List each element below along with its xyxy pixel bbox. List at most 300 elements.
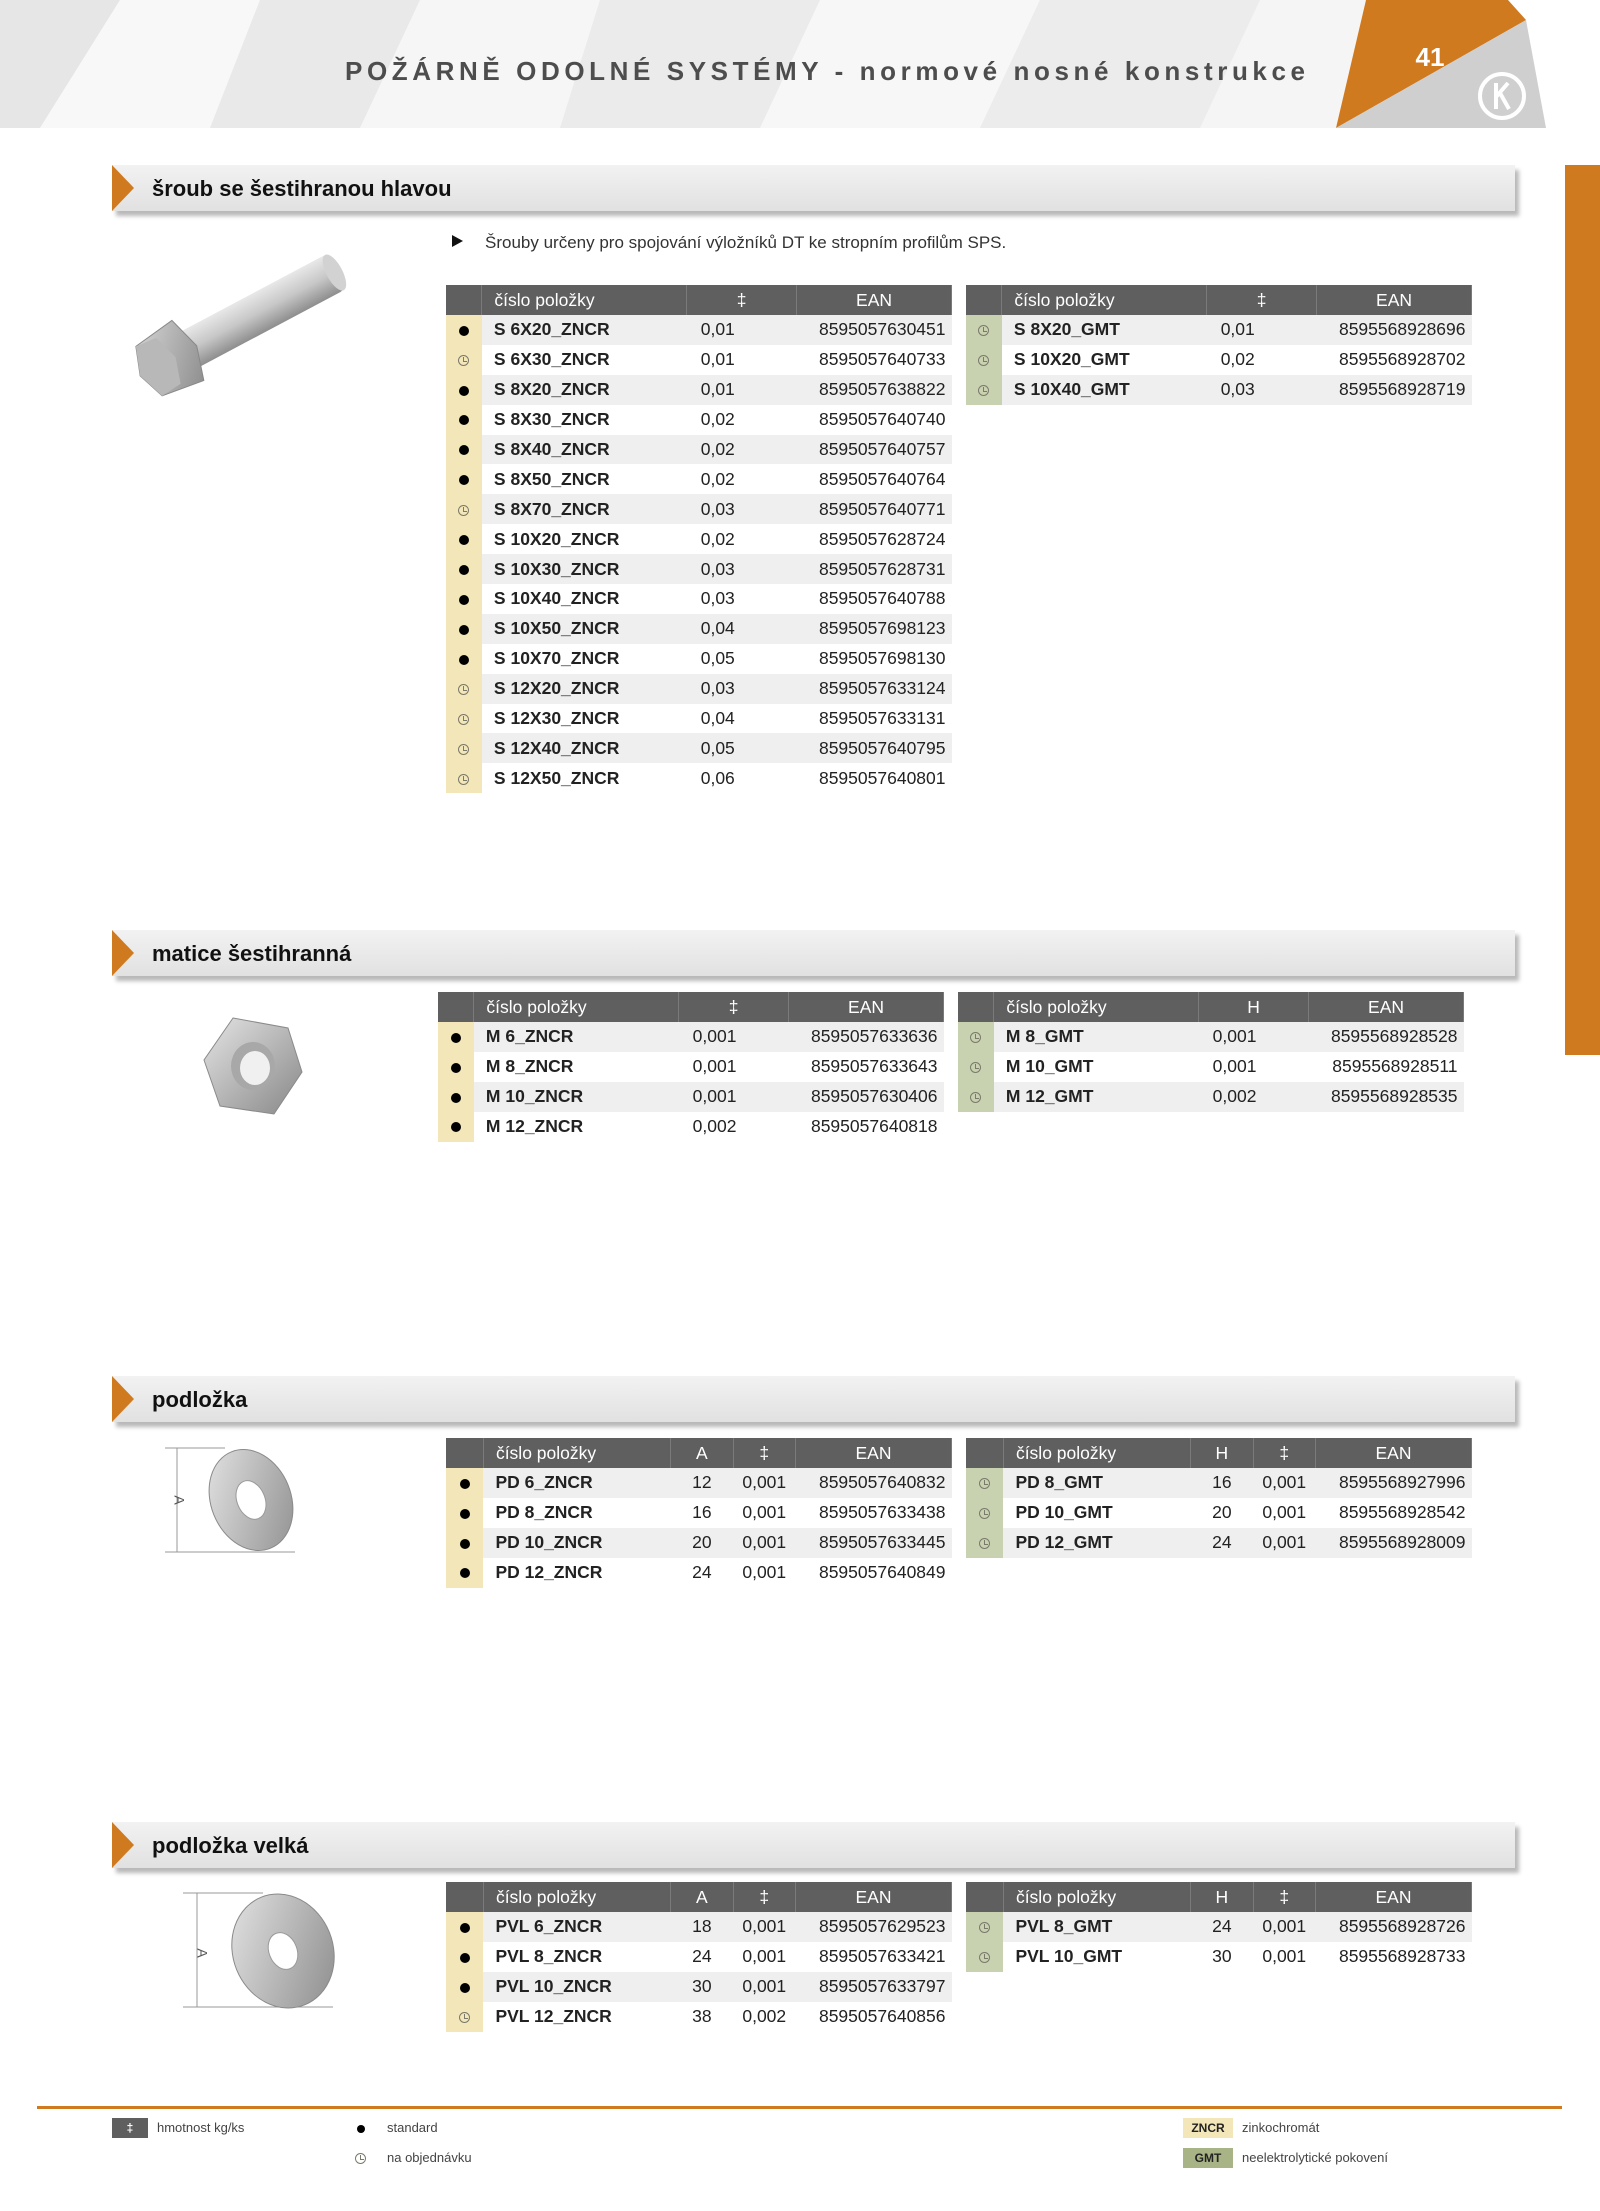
standard-dot-icon	[460, 1479, 470, 1489]
weight-value: 0,001	[742, 1562, 787, 1583]
weight-value: 0,001	[1262, 1946, 1307, 1967]
order-clock-icon	[979, 1508, 990, 1519]
table-row	[446, 733, 952, 763]
section-title: šroub se šestihranou hlavou	[152, 176, 452, 201]
ean-value: 8595057640788	[818, 588, 946, 609]
table-header-row	[446, 1438, 952, 1468]
weight-value: 0,02	[1220, 349, 1255, 370]
column-header: ‡	[733, 1438, 795, 1468]
table-podlozka-gmt	[966, 1438, 1472, 1558]
item-code: PD 10_ZNCR	[483, 1528, 670, 1558]
gmt-legend: neelektrolytické pokovení	[1242, 2150, 1388, 2165]
item-code: M 8_ZNCR	[485, 1056, 574, 1077]
column-header: číslo položky	[994, 992, 1199, 1022]
column-header: EAN	[1315, 1438, 1471, 1468]
weight-value: 0,03	[687, 674, 797, 704]
ean-value: 8595057640795	[797, 733, 952, 763]
availability-cell	[446, 345, 482, 375]
ean-value: 8595568928528	[1309, 1022, 1464, 1052]
ean-value: 8595057698130	[818, 648, 946, 669]
availability-cell	[446, 494, 482, 524]
table-header-row	[966, 1882, 1472, 1912]
page-number: 41	[1415, 42, 1445, 72]
standard-dot-icon	[459, 415, 469, 425]
item-code: PD 10_GMT	[1015, 1502, 1113, 1523]
table-row	[446, 1942, 952, 1972]
availability-cell	[446, 435, 482, 465]
hex-nut-image	[198, 1010, 308, 1125]
column-header: číslo položky	[1003, 1438, 1190, 1468]
column-header: ‡	[1253, 1882, 1315, 1912]
intro-text: Šrouby určeny pro spojování výložníků DT ke stropním profilům SPS.	[452, 233, 1006, 253]
standard-dot-icon	[460, 1953, 470, 1963]
standard-dot-icon	[459, 535, 469, 545]
availability-cell	[438, 1052, 474, 1082]
standard-dot-icon	[460, 1983, 470, 1993]
column-header: EAN	[795, 1882, 951, 1912]
weight-value: 0,001	[1253, 1912, 1315, 1942]
weight-value: 0,02	[700, 528, 735, 549]
item-code: S 8X20_ZNCR	[482, 375, 687, 405]
table-header-row	[438, 992, 944, 1022]
ean-value: 8595057640818	[810, 1116, 938, 1137]
table-sroub-gmt	[966, 285, 1472, 405]
dimension-value: 16	[692, 1502, 712, 1523]
dimension-value: 24	[1191, 1528, 1253, 1558]
order-clock-icon	[458, 714, 469, 725]
table-sroub-zncr	[446, 285, 952, 793]
availability-cell	[446, 405, 482, 435]
weight-symbol-box: ‡	[112, 2118, 148, 2138]
table-row	[446, 315, 952, 345]
table-row	[446, 554, 952, 584]
weight-value: 0,001	[1253, 1468, 1315, 1498]
weight-value: 0,001	[1212, 1056, 1257, 1077]
page-header-title: POŽÁRNĚ ODOLNÉ SYSTÉMY - normové nosné konstrukce	[345, 56, 1310, 86]
availability-header	[446, 1438, 483, 1468]
table-row	[446, 584, 952, 614]
item-code: S 6X30_ZNCR	[493, 349, 610, 370]
weight-value: 0,04	[700, 708, 735, 729]
weight-value: 0,01	[1207, 315, 1317, 345]
availability-cell	[446, 2002, 483, 2032]
item-code: PVL 10_GMT	[1015, 1946, 1123, 1967]
ean-value: 8595057628731	[797, 554, 952, 584]
item-code: S 8X40_ZNCR	[482, 435, 687, 465]
table-row	[438, 1052, 944, 1082]
weight-value: 0,03	[1207, 375, 1317, 405]
column-header: číslo položky	[483, 1882, 670, 1912]
weight-value: 0,001	[733, 1972, 795, 2002]
table-row	[446, 1912, 952, 1942]
weight-value: 0,01	[700, 349, 735, 370]
item-code: S 12X50_ZNCR	[493, 767, 620, 788]
item-code: PVL 10_ZNCR	[483, 1972, 670, 2002]
ean-value: 8595568928009	[1315, 1528, 1471, 1558]
availability-cell	[446, 704, 482, 734]
ean-value: 8595568928542	[1338, 1502, 1466, 1523]
order-clock-icon	[458, 774, 469, 785]
availability-header	[966, 1882, 1003, 1912]
table-row	[966, 315, 1472, 345]
ean-value: 8595057698123	[797, 614, 952, 644]
availability-cell	[446, 375, 482, 405]
table-row	[446, 464, 952, 494]
weight-value: 0,002	[692, 1116, 737, 1137]
item-code: PVL 8_GMT	[1003, 1912, 1190, 1942]
ean-value: 8595057640740	[818, 409, 946, 430]
ean-value: 8595568928719	[1317, 375, 1472, 405]
column-header: EAN	[1309, 992, 1464, 1022]
table-row	[446, 1468, 952, 1498]
availability-cell	[966, 1498, 1003, 1528]
item-code: S 12X40_ZNCR	[482, 733, 687, 763]
ean-value: 8595568928535	[1309, 1082, 1464, 1112]
order-clock-icon	[979, 1538, 990, 1549]
item-code: S 8X30_ZNCR	[493, 409, 610, 430]
table-row	[438, 1082, 944, 1112]
availability-cell	[446, 315, 482, 345]
availability-cell	[446, 644, 482, 674]
item-code: S 10X20_ZNCR	[493, 528, 620, 549]
table-podlozka-zncr	[446, 1438, 952, 1588]
zncr-legend: zinkochromát	[1242, 2120, 1320, 2135]
order-clock-icon	[970, 1032, 981, 1043]
table-row	[446, 345, 952, 375]
availability-cell	[446, 1468, 483, 1498]
ean-value: 8595057640856	[818, 2006, 946, 2027]
order-clock-icon	[979, 1922, 990, 1933]
dimension-value: 24	[692, 1562, 712, 1583]
weight-value: 0,02	[700, 409, 735, 430]
order-clock-icon	[458, 505, 469, 516]
weight-value: 0,001	[679, 1082, 789, 1112]
column-header: číslo položky	[474, 992, 679, 1022]
standard-dot-icon	[451, 1033, 461, 1043]
item-code: S 10X40_GMT	[1002, 375, 1207, 405]
table-row	[446, 644, 952, 674]
weight-value: 0,01	[687, 375, 797, 405]
availability-cell	[446, 1972, 483, 2002]
table-row	[966, 375, 1472, 405]
side-accent-bar	[1565, 165, 1600, 1055]
item-code: S 8X70_ZNCR	[482, 494, 687, 524]
column-header: EAN	[1315, 1882, 1471, 1912]
availability-header	[438, 992, 474, 1022]
standard-dot-icon	[459, 565, 469, 575]
table-row	[966, 345, 1472, 375]
table-row	[966, 1498, 1472, 1528]
table-row	[438, 1022, 944, 1052]
order-clock-icon	[970, 1092, 981, 1103]
availability-cell	[966, 1942, 1003, 1972]
item-code: PVL 8_ZNCR	[495, 1946, 603, 1967]
column-header: A	[671, 1438, 733, 1468]
zncr-badge: ZNCR	[1183, 2118, 1233, 2138]
table-header-row	[446, 285, 952, 315]
standard-dot-icon	[459, 445, 469, 455]
availability-header	[446, 1882, 483, 1912]
dimension-label: A	[171, 1495, 188, 1505]
weight-legend: hmotnost kg/ks	[157, 2120, 245, 2135]
ean-value: 8595057633124	[797, 674, 952, 704]
hex-bolt-image	[120, 235, 360, 415]
item-code: S 12X30_ZNCR	[493, 708, 620, 729]
availability-cell	[446, 524, 482, 554]
weight-value: 0,001	[1199, 1022, 1309, 1052]
weight-value: 0,001	[692, 1056, 737, 1077]
standard-dot-icon	[460, 1568, 470, 1578]
standard-legend: standard	[387, 2120, 438, 2135]
order-clock-icon	[459, 2012, 470, 2023]
section-title: podložka	[152, 1387, 248, 1412]
order-clock-icon	[458, 744, 469, 755]
order-clock-icon	[978, 385, 989, 396]
availability-cell	[966, 345, 1002, 375]
order-clock-icon	[979, 1478, 990, 1489]
item-code: S 10X50_ZNCR	[482, 614, 687, 644]
weight-value: 0,05	[687, 733, 797, 763]
item-code: PVL 6_ZNCR	[483, 1912, 670, 1942]
ean-value: 8595057633445	[795, 1528, 951, 1558]
dimension-value: 24	[692, 1946, 712, 1967]
footer-divider	[37, 2106, 1562, 2109]
dimension-value: 20	[1212, 1502, 1232, 1523]
table-podlozka-velka-gmt	[966, 1882, 1472, 1972]
ean-value: 8595057633636	[789, 1022, 944, 1052]
section-title: matice šestihranná	[152, 941, 352, 966]
item-code: S 10X70_ZNCR	[493, 648, 620, 669]
column-header: ‡	[679, 992, 789, 1022]
availability-cell	[438, 1112, 474, 1142]
order-clock-icon	[970, 1062, 981, 1073]
table-row	[446, 1498, 952, 1528]
column-header: ‡	[1253, 1438, 1315, 1468]
availability-cell	[446, 674, 482, 704]
ean-value: 8595057633421	[818, 1946, 946, 1967]
section-title: podložka velká	[152, 1833, 309, 1858]
ean-value: 8595057628724	[818, 528, 946, 549]
table-header-row	[446, 1882, 952, 1912]
column-header: EAN	[1317, 285, 1472, 315]
weight-value: 0,001	[742, 1946, 787, 1967]
availability-cell	[446, 763, 482, 793]
table-matice-gmt	[958, 992, 1464, 1112]
availability-cell	[446, 1912, 483, 1942]
ean-value: 8595057640849	[818, 1562, 946, 1583]
dimension-value: 30	[671, 1972, 733, 2002]
brand-logo-icon	[1476, 70, 1528, 122]
availability-cell	[446, 1942, 483, 1972]
availability-header	[446, 285, 482, 315]
order-legend: na objednávku	[387, 2150, 472, 2165]
availability-cell	[966, 315, 1002, 345]
section-header-matice	[112, 930, 1512, 984]
table-row	[446, 375, 952, 405]
column-header: EAN	[789, 992, 944, 1022]
item-code: M 12_GMT	[994, 1082, 1199, 1112]
item-code: M 10_ZNCR	[474, 1082, 679, 1112]
dimension-value: 12	[671, 1468, 733, 1498]
item-code: S 12X20_ZNCR	[482, 674, 687, 704]
table-row	[958, 1082, 1464, 1112]
availability-cell	[958, 1052, 994, 1082]
column-header: A	[671, 1882, 733, 1912]
weight-value: 0,002	[742, 2006, 787, 2027]
column-header: číslo položky	[1003, 1882, 1190, 1912]
gmt-badge: GMT	[1183, 2148, 1233, 2168]
table-header-row	[966, 1438, 1472, 1468]
column-header: ‡	[1207, 285, 1317, 315]
weight-value: 0,01	[687, 315, 797, 345]
item-code: PD 12_GMT	[1003, 1528, 1190, 1558]
item-code: S 10X20_GMT	[1013, 349, 1130, 370]
availability-cell	[966, 375, 1002, 405]
dimension-value: 20	[671, 1528, 733, 1558]
order-clock-icon	[355, 2153, 366, 2164]
ean-value: 8595568928733	[1338, 1946, 1466, 1967]
table-podlozka-velka-zncr	[446, 1882, 952, 2032]
column-header: ‡	[733, 1882, 795, 1912]
column-header: číslo položky	[483, 1438, 670, 1468]
item-code: M 10_GMT	[1005, 1056, 1094, 1077]
ean-value: 8595057640801	[818, 767, 946, 788]
weight-value: 0,001	[1262, 1502, 1307, 1523]
table-row	[438, 1112, 944, 1142]
ean-value: 8595057633131	[818, 708, 946, 729]
table-row	[958, 1052, 1464, 1082]
weight-value: 0,001	[733, 1912, 795, 1942]
standard-dot-icon	[459, 625, 469, 635]
dimension-value: 24	[1191, 1912, 1253, 1942]
table-row	[446, 763, 952, 793]
standard-dot-icon	[460, 1509, 470, 1519]
table-header-row	[958, 992, 1464, 1022]
dimension-value: 30	[1212, 1946, 1232, 1967]
section-header-podlozka	[112, 1376, 1512, 1430]
table-row	[958, 1022, 1464, 1052]
availability-cell	[966, 1912, 1003, 1942]
ean-value: 8595057629523	[795, 1912, 951, 1942]
dimension-value: 18	[671, 1912, 733, 1942]
order-clock-icon	[458, 355, 469, 366]
item-code: M 8_GMT	[994, 1022, 1199, 1052]
standard-dot-icon	[459, 595, 469, 605]
section-header-sroub	[112, 165, 1512, 219]
ean-value: 8595057640771	[797, 494, 952, 524]
table-row	[446, 1528, 952, 1558]
weight-value: 0,001	[742, 1502, 787, 1523]
column-header: H	[1191, 1438, 1253, 1468]
weight-value: 0,001	[679, 1022, 789, 1052]
availability-cell	[958, 1082, 994, 1112]
column-header: EAN	[795, 1438, 951, 1468]
item-code: S 8X20_GMT	[1002, 315, 1207, 345]
dimension-value: 16	[1191, 1468, 1253, 1498]
table-row	[966, 1912, 1472, 1942]
item-code: M 6_ZNCR	[474, 1022, 679, 1052]
table-row	[446, 2002, 952, 2032]
weight-value: 0,001	[733, 1528, 795, 1558]
ean-value: 8595568928726	[1315, 1912, 1471, 1942]
bullet-arrow-icon	[452, 235, 463, 247]
availability-cell	[446, 554, 482, 584]
table-row	[966, 1942, 1472, 1972]
order-clock-icon	[978, 355, 989, 366]
ean-value: 8595057630406	[789, 1082, 944, 1112]
standard-dot-icon	[459, 326, 469, 336]
dimension-value: 38	[692, 2006, 712, 2027]
standard-dot-icon	[451, 1122, 461, 1132]
standard-dot-icon	[459, 475, 469, 485]
standard-dot-icon	[451, 1093, 461, 1103]
ean-value: 8595057630451	[797, 315, 952, 345]
ean-value: 8595057640757	[797, 435, 952, 465]
item-code: S 8X50_ZNCR	[493, 468, 610, 489]
weight-value: 0,05	[700, 648, 735, 669]
page-number-tab	[1336, 0, 1586, 128]
standard-dot-icon	[357, 2125, 365, 2133]
ean-value: 8595568928702	[1338, 349, 1466, 370]
column-header: číslo položky	[1002, 285, 1207, 315]
weight-value: 0,04	[687, 614, 797, 644]
weight-value: 0,06	[700, 767, 735, 788]
item-code: PD 6_ZNCR	[483, 1468, 670, 1498]
availability-cell	[446, 1498, 483, 1528]
ean-value: 8595057640764	[818, 468, 946, 489]
availability-header	[958, 992, 994, 1022]
ean-value: 8595568927996	[1315, 1468, 1471, 1498]
weight-value: 0,001	[1253, 1528, 1315, 1558]
table-matice-zncr	[438, 992, 944, 1142]
weight-value: 0,02	[687, 435, 797, 465]
standard-dot-icon	[459, 386, 469, 396]
item-code: PD 8_GMT	[1003, 1468, 1190, 1498]
availability-header	[966, 285, 1002, 315]
standard-dot-icon	[451, 1063, 461, 1073]
weight-value: 0,002	[1199, 1082, 1309, 1112]
table-row	[966, 1468, 1472, 1498]
weight-value: 0,02	[700, 468, 735, 489]
item-code: S 10X30_ZNCR	[482, 554, 687, 584]
column-header: číslo položky	[482, 285, 687, 315]
ean-value: 8595568928511	[1332, 1056, 1458, 1077]
weight-value: 0,03	[687, 554, 797, 584]
section-header-podlozka-velka	[112, 1822, 1512, 1876]
table-row	[446, 524, 952, 554]
table-row	[446, 494, 952, 524]
dimension-label: A	[194, 1948, 211, 1958]
availability-cell	[446, 733, 482, 763]
table-row	[446, 405, 952, 435]
standard-dot-icon	[460, 1923, 470, 1933]
availability-header	[966, 1438, 1003, 1468]
item-code: S 10X40_ZNCR	[493, 588, 620, 609]
column-header: H	[1199, 992, 1309, 1022]
ean-value: 8595057638822	[797, 375, 952, 405]
column-header: EAN	[797, 285, 952, 315]
ean-value: 8595057633438	[818, 1502, 946, 1523]
table-row	[446, 1558, 952, 1588]
table-row	[446, 704, 952, 734]
availability-cell	[966, 1468, 1003, 1498]
item-code: M 12_ZNCR	[485, 1116, 584, 1137]
order-clock-icon	[978, 325, 989, 336]
ean-value: 8595057640832	[795, 1468, 951, 1498]
availability-cell	[446, 584, 482, 614]
weight-value: 0,001	[733, 1468, 795, 1498]
table-row	[446, 614, 952, 644]
